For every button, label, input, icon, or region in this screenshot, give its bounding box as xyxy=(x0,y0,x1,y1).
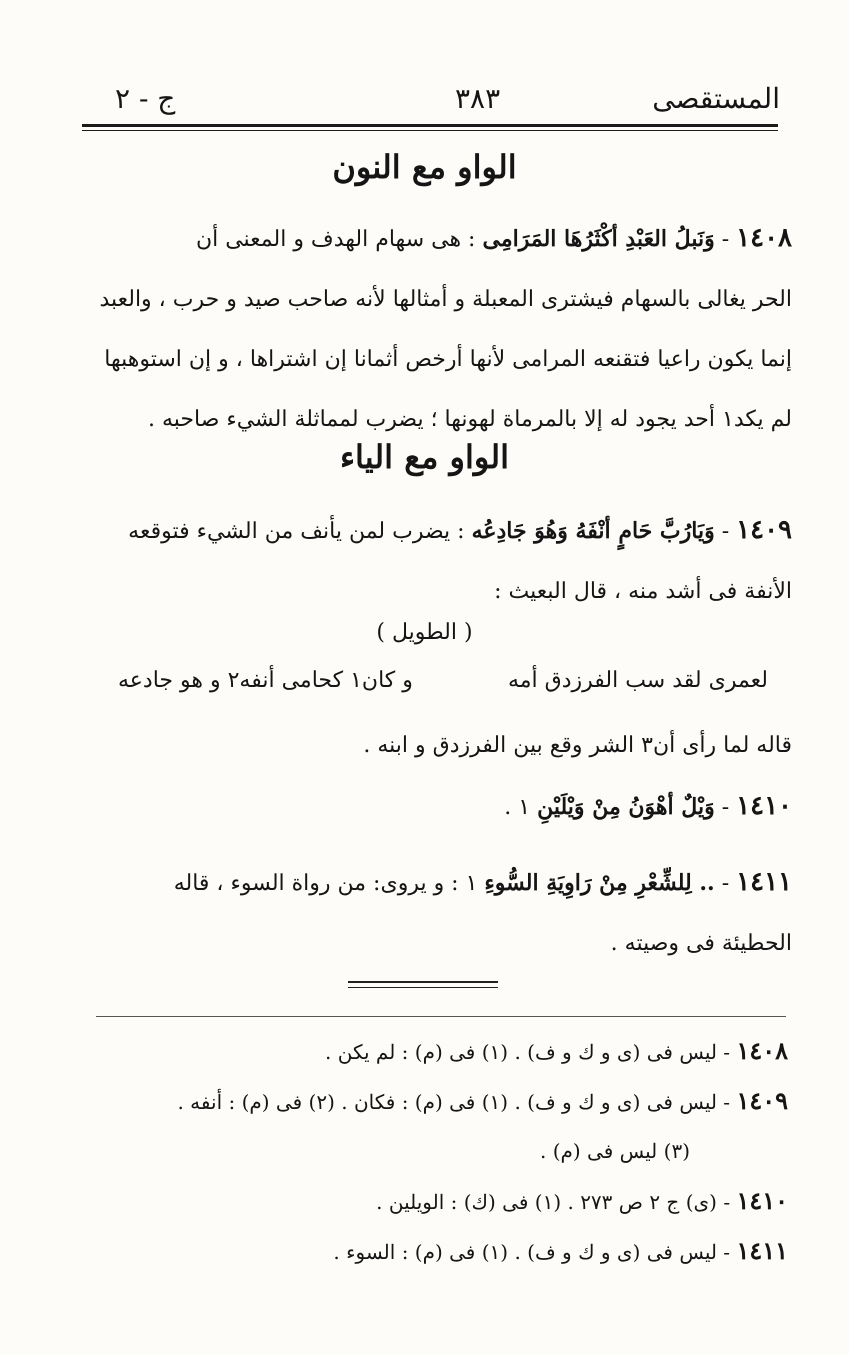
verse-attribution: قاله لما رأى أن٣ الشر وقع بين الفرزدق و ابنه . xyxy=(363,733,792,758)
commentary-line: الحر يغالى بالسهام فيشترى المعبلة و أمثالها لأنه صاحب صيد و حرب ، والعبد xyxy=(99,287,792,312)
entry-line: ١٤١١ - .. لِلشِّعْرِ مِنْ رَاوِيَةِ السُّوءِ ١ : و يروى: من رواة السوء ، قاله xyxy=(173,867,792,897)
footnote-1411 xyxy=(82,1226,788,1276)
entry-line: ١٤٠٩ - وَيَارُبَّ حَامٍ أنْفَهُ وَهُوَ جَادِعُه : يضرب لمن يأنف من الشيء فتوقعه xyxy=(128,515,792,545)
footnote-text: - ليس فى (ى و ك و ف) . (١) فى (م) : لم يكن . xyxy=(325,1040,731,1064)
footnote-divider xyxy=(96,1016,786,1017)
footnotes xyxy=(82,1026,788,1276)
footnote-1408 xyxy=(82,1026,788,1076)
section-end-rule xyxy=(348,981,498,983)
footnote-number: ١٤٠٨ xyxy=(736,1036,788,1065)
entry-number: ١٤٠٩ xyxy=(736,515,792,545)
proverb-text: وَنَبلُ العَبْدِ أكْثَرُهَا المَرَامِى xyxy=(482,226,715,252)
entry-number: ١٤٠٨ xyxy=(736,223,792,253)
proverb-text: وَيَارُبَّ حَامٍ أنْفَهُ وَهُوَ جَادِعُه xyxy=(471,518,715,544)
footnote-text: - ليس فى (ى و ك و ف) . (١) فى (م) : السوء . xyxy=(333,1240,731,1264)
entry-number: ١٤١٠ xyxy=(736,791,792,821)
footnote-number: ١٤١٠ xyxy=(736,1186,788,1215)
footnote-number: ١٤١١ xyxy=(736,1236,788,1265)
footnote-1409 xyxy=(82,1076,788,1126)
footnote-text: - (ى) ج ٢ ص ٢٧٣ . (١) فى (ك) : الويلين . xyxy=(376,1190,731,1214)
section-heading-waw-nun: الواو مع النون xyxy=(332,148,517,186)
commentary-text: : هى سهام الهدف و المعنى أن xyxy=(195,227,476,252)
section-heading-waw-ya: الواو مع الياء xyxy=(339,438,510,476)
footnote-text: - ليس فى (ى و ك و ف) . (١) فى (م) : فكان . (٢) فى (م) : أنفه . xyxy=(177,1090,731,1114)
entry-1408 xyxy=(92,208,792,450)
entry-line: ١٤١٠ - وَيْلٌ أهْوَنُ مِنْ وَيْلَيْنِ ١ . xyxy=(504,791,792,821)
commentary-line: الحطيئة فى وصيته . xyxy=(610,931,792,956)
footnote-number: ١٤٠٩ xyxy=(736,1086,788,1115)
volume-label: ج - ٢ xyxy=(115,82,176,115)
commentary-line: إنما يكون راعيا فتقنعه المرامى لأنها أرخص أثمانا إن اشتراها ، و إن استوهبها xyxy=(104,347,792,372)
running-header xyxy=(60,82,780,118)
commentary-text: : يضرب لمن يأنف من الشيء فتوقعه xyxy=(128,519,465,544)
commentary-text: ١ : و يروى: من رواة السوء ، قاله xyxy=(173,871,478,896)
proverb-text: وَيْلٌ أهْوَنُ مِنْ وَيْلَيْنِ xyxy=(537,794,715,820)
entry-line: ١٤٠٨ - وَنَبلُ العَبْدِ أكْثَرُهَا المَرَامِى : هى سهام الهدف و المعنى أن xyxy=(195,223,792,253)
book-title: المستقصى xyxy=(652,82,780,115)
entry-tail: ١ . xyxy=(504,795,531,820)
entry-number: ١٤١١ xyxy=(736,867,792,897)
entry-1409 xyxy=(92,500,792,622)
commentary-line: الأنفة فى أشد منه ، قال البعيث : xyxy=(494,579,792,604)
header-rule-thin xyxy=(82,130,778,131)
verse-hemistich-second: و كان١ كحامى أنفه٢ و هو جادعه xyxy=(118,668,413,693)
verse-hemistich-first: لعمرى لقد سب الفرزدق أمه xyxy=(507,668,768,693)
entry-1410 xyxy=(92,776,792,838)
header-rule-thick xyxy=(82,124,778,127)
section-end-rule-thin xyxy=(348,987,498,988)
page-number: ٣٨٣ xyxy=(455,82,501,115)
footnote-1410 xyxy=(82,1176,788,1226)
commentary-line: لم يكد١ أحد يجود له إلا بالمرماة لهونها ؛ يضرب لمماثلة الشيء صاحبه . xyxy=(147,407,792,432)
poetic-meter-label: ( الطويل ) xyxy=(376,620,473,645)
entry-1411 xyxy=(92,852,792,974)
poem-verse xyxy=(118,668,768,708)
proverb-text: .. لِلشِّعْرِ مِنْ رَاوِيَةِ السُّوءِ xyxy=(484,870,715,896)
footnote-1409-continuation: (٣) ليس فى (م) . xyxy=(540,1139,690,1163)
